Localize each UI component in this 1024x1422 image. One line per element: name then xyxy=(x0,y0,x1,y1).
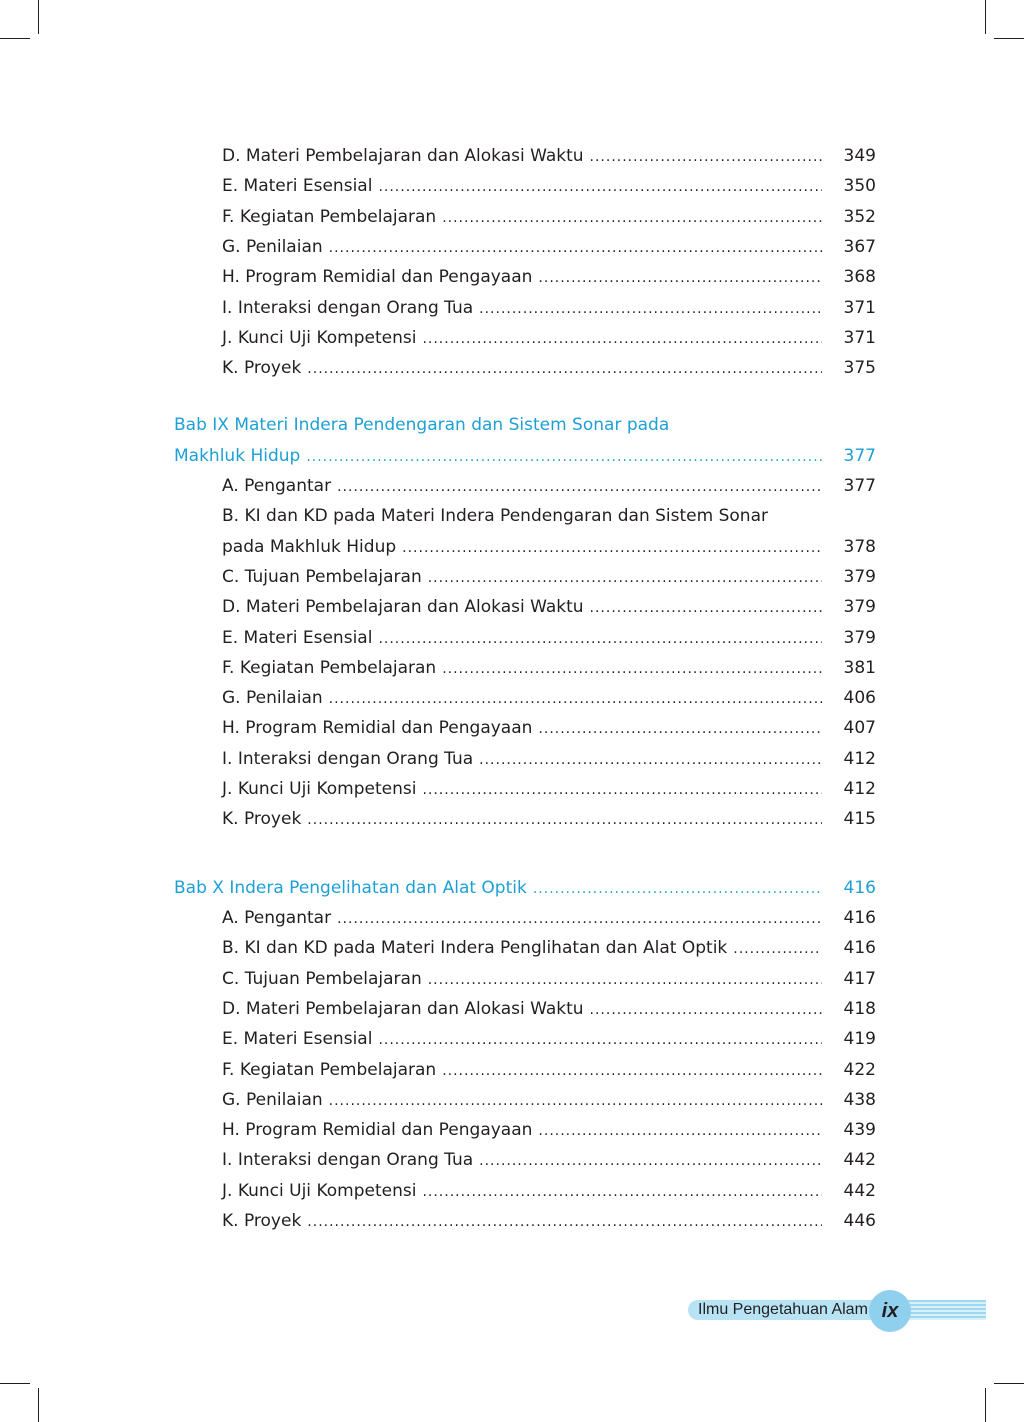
dot-leader xyxy=(479,1148,822,1174)
toc-entry-page: 407 xyxy=(843,718,876,739)
toc-entry-page: 368 xyxy=(843,267,876,288)
toc-entry-page: 412 xyxy=(843,748,876,769)
dot-leader xyxy=(378,626,822,652)
footer-stripes xyxy=(898,1300,986,1320)
dot-leader xyxy=(378,1027,822,1053)
dot-leader xyxy=(590,144,822,170)
toc-entry[interactable] xyxy=(222,806,876,832)
toc-entry-page: 417 xyxy=(843,968,876,989)
toc-entry-page: 438 xyxy=(843,1089,876,1110)
toc-entry-page: 367 xyxy=(843,236,876,257)
toc-entry[interactable] xyxy=(222,1208,876,1234)
chapter-heading[interactable] xyxy=(174,412,876,438)
toc-entry-label: A. Pengantar xyxy=(222,476,332,496)
dot-leader xyxy=(442,656,822,682)
toc-entry-label: D. Materi Pembelajaran dan Alokasi Waktu xyxy=(222,998,584,1019)
toc-entry-page: 378 xyxy=(843,536,876,557)
toc-entry-page: 379 xyxy=(843,627,876,648)
toc-entry[interactable] xyxy=(222,966,876,992)
toc-entry-page: 412 xyxy=(843,779,876,799)
toc-entry[interactable] xyxy=(222,715,876,741)
toc-entry-label: I. Interaksi dengan Orang Tua xyxy=(222,1150,474,1171)
toc-entry[interactable] xyxy=(222,625,876,651)
toc-entry-page: 422 xyxy=(843,1059,876,1080)
footer-book-title: Ilmu Pengetahuan Alam xyxy=(698,1301,868,1318)
toc-entry-page: 419 xyxy=(843,1029,876,1050)
toc-entry-label: C. Tujuan Pembelajaran xyxy=(222,968,422,989)
page-number: ix xyxy=(881,1299,899,1322)
dot-leader xyxy=(442,1058,822,1084)
toc-entry-label: F. Kegiatan Pembelajaran xyxy=(222,657,437,678)
toc-entry-page: 415 xyxy=(843,809,876,830)
toc-entry[interactable] xyxy=(222,996,876,1022)
toc-entry-label: D. Materi Pembelajaran dan Alokasi Waktu xyxy=(222,146,584,166)
toc-entry-page: 377 xyxy=(843,476,876,496)
toc-entry[interactable] xyxy=(222,1087,876,1113)
dot-leader xyxy=(538,265,822,291)
dot-leader xyxy=(590,595,822,621)
toc-entry-label: G. Penilaian xyxy=(222,688,323,709)
dot-leader xyxy=(307,1209,822,1235)
toc-entry-label: I. Interaksi dengan Orang Tua xyxy=(222,297,474,318)
dot-leader xyxy=(590,997,822,1023)
toc-entry[interactable] xyxy=(222,503,876,529)
toc-entry[interactable] xyxy=(222,234,876,260)
page-number-badge xyxy=(869,1290,911,1332)
chapter-heading[interactable] xyxy=(174,443,876,469)
toc-entry-label: F. Kegiatan Pembelajaran xyxy=(222,206,437,227)
dot-leader xyxy=(329,1088,822,1114)
toc-entry[interactable] xyxy=(222,173,876,199)
toc-entry-page: 381 xyxy=(843,657,876,678)
toc-entry[interactable] xyxy=(222,1147,876,1173)
toc-entry[interactable] xyxy=(222,776,876,802)
dot-leader xyxy=(337,906,822,932)
toc-entry-label: I. Interaksi dengan Orang Tua xyxy=(222,748,474,769)
toc-entry-label: A. Pengantar xyxy=(222,908,332,928)
dot-leader xyxy=(479,296,822,322)
toc-entry-page: 439 xyxy=(843,1120,876,1141)
toc-entry-label: E. Materi Esensial xyxy=(222,176,373,197)
chapter-heading[interactable] xyxy=(174,875,876,901)
toc-entry[interactable] xyxy=(222,746,876,772)
dot-leader xyxy=(733,936,822,962)
dot-leader xyxy=(479,747,822,773)
dot-leader xyxy=(422,777,822,803)
chapter-heading-label: Bab X Indera Pengelihatan dan Alat Optik xyxy=(174,878,527,898)
dot-leader xyxy=(442,205,822,231)
dot-leader xyxy=(329,686,822,712)
chapter-heading-page: 377 xyxy=(843,446,876,466)
toc-entry-page: 446 xyxy=(843,1211,876,1231)
toc-entry[interactable] xyxy=(222,534,876,560)
toc-entry-page: 416 xyxy=(843,938,876,959)
toc-entry-page: 379 xyxy=(843,566,876,587)
chapter-heading-page: 416 xyxy=(843,878,876,898)
toc-entry-label: K. Proyek xyxy=(222,1211,302,1231)
toc-entry-page: 418 xyxy=(843,998,876,1019)
dot-leader xyxy=(307,807,822,833)
toc-entry-label: pada Makhluk Hidup xyxy=(222,536,397,557)
toc-entry-label: B. KI dan KD pada Materi Indera Pendengaran dan Sistem Sonar xyxy=(222,506,768,527)
dot-leader xyxy=(307,356,822,382)
dot-leader xyxy=(422,1179,822,1205)
toc-entry-page: 442 xyxy=(843,1150,876,1171)
toc-entry-label: K. Proyek xyxy=(222,358,302,379)
toc-entry-label: J. Kunci Uji Kompetensi xyxy=(222,779,417,799)
toc-entry-label: B. KI dan KD pada Materi Indera Penglihatan dan Alat Optik xyxy=(222,938,728,959)
toc-entry-page: 379 xyxy=(843,597,876,618)
toc-entry[interactable] xyxy=(222,905,876,931)
dot-leader xyxy=(533,876,822,902)
toc-entry[interactable] xyxy=(222,655,876,681)
toc-entry-label: E. Materi Esensial xyxy=(222,627,373,648)
chapter-heading-label: Makhluk Hidup xyxy=(174,446,301,466)
toc-entry-label: F. Kegiatan Pembelajaran xyxy=(222,1059,437,1080)
toc-entry-page: 375 xyxy=(843,358,876,379)
page-footer xyxy=(688,1290,988,1330)
toc-entry[interactable] xyxy=(222,264,876,290)
toc-entry-page: 371 xyxy=(843,327,876,348)
dot-leader xyxy=(422,326,822,352)
toc-entry-page: 350 xyxy=(843,176,876,197)
dot-leader xyxy=(428,565,822,591)
toc-entry-label: H. Program Remidial dan Pengayaan xyxy=(222,267,533,288)
dot-leader xyxy=(538,716,822,742)
dot-leader xyxy=(402,535,822,561)
toc-entry[interactable] xyxy=(222,204,876,230)
toc-entry[interactable] xyxy=(222,1178,876,1204)
toc-entry-label: H. Program Remidial dan Pengayaan xyxy=(222,718,533,739)
toc-entry-label: J. Kunci Uji Kompetensi xyxy=(222,1180,417,1201)
toc-entry[interactable] xyxy=(222,685,876,711)
toc-entry-page: 349 xyxy=(843,146,876,166)
toc-entry-page: 371 xyxy=(843,297,876,318)
toc-entry-label: G. Penilaian xyxy=(222,1089,323,1110)
chapter-heading-label: Bab IX Materi Indera Pendengaran dan Sistem Sonar pada xyxy=(174,415,670,435)
toc-entry[interactable] xyxy=(222,1057,876,1083)
toc-entry-label: H. Program Remidial dan Pengayaan xyxy=(222,1120,533,1141)
toc-entry-label: K. Proyek xyxy=(222,809,302,830)
toc-entry[interactable] xyxy=(222,1117,876,1143)
toc-entry[interactable] xyxy=(222,473,876,499)
toc-entry-page: 352 xyxy=(843,206,876,227)
toc-entry[interactable] xyxy=(222,1026,876,1052)
toc-entry-label: D. Materi Pembelajaran dan Alokasi Waktu xyxy=(222,597,584,618)
dot-leader xyxy=(538,1118,822,1144)
dot-leader xyxy=(378,174,822,200)
toc-entry-page: 406 xyxy=(843,688,876,709)
toc-entry[interactable] xyxy=(222,564,876,590)
toc-entry-label: E. Materi Esensial xyxy=(222,1029,373,1050)
dot-leader xyxy=(337,474,822,500)
dot-leader xyxy=(306,444,822,470)
toc-entry[interactable] xyxy=(222,594,876,620)
toc-entry-page: 442 xyxy=(843,1180,876,1201)
toc-entry-page: 416 xyxy=(843,908,876,928)
dot-leader xyxy=(428,967,822,993)
toc-entry-label: J. Kunci Uji Kompetensi xyxy=(222,327,417,348)
toc-entry[interactable] xyxy=(222,935,876,961)
toc-entry[interactable] xyxy=(222,295,876,321)
dot-leader xyxy=(329,235,822,261)
toc-entry[interactable] xyxy=(222,355,876,381)
toc-entry[interactable] xyxy=(222,143,876,169)
toc-entry-label: C. Tujuan Pembelajaran xyxy=(222,566,422,587)
toc-entry-label: G. Penilaian xyxy=(222,236,323,257)
toc-entry[interactable] xyxy=(222,325,876,351)
